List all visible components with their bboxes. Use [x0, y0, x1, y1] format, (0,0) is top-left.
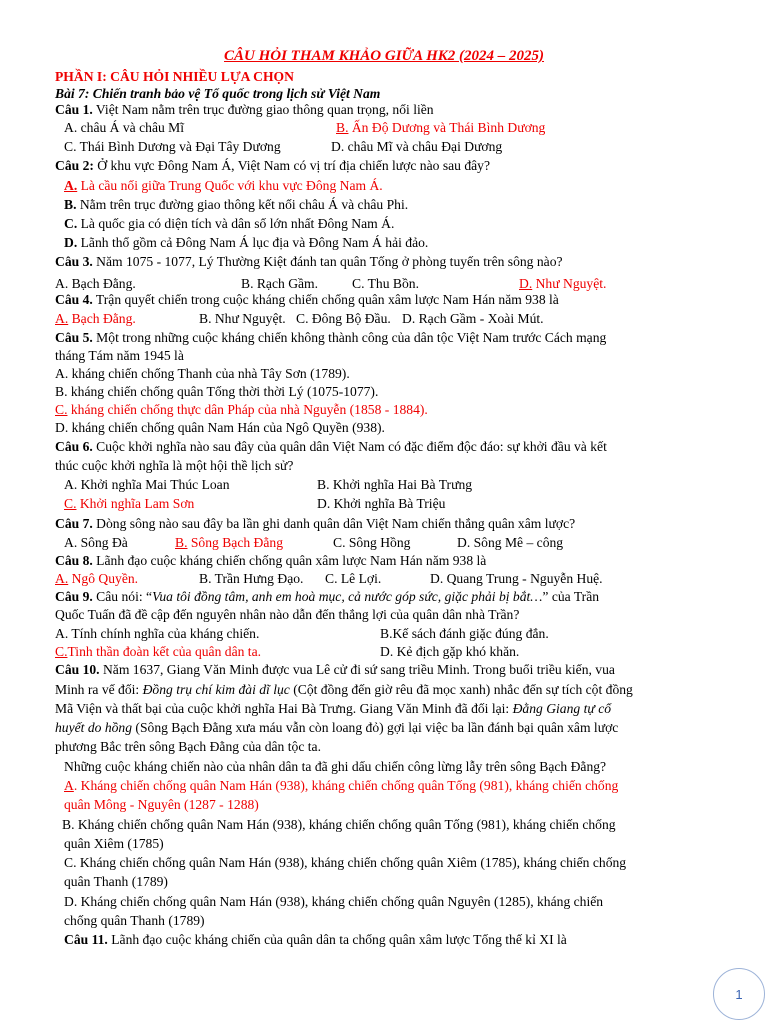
question-number: Câu 6. [55, 439, 93, 454]
answer-text: Sông Bạch Đằng [187, 535, 283, 550]
q10-option-b-cont: quân Xiêm (1785) [64, 836, 164, 851]
question-6 [55, 437, 713, 456]
answer-letter: B. [175, 535, 188, 550]
q2-option-d [64, 233, 428, 252]
question-number: Câu 11. [64, 932, 108, 947]
quote-text: Đồng trụ chí kim đài dĩ lục [142, 682, 290, 697]
question-text: Lãnh đạo cuộc kháng chiến chống quân xâm lược Nam Hán năm 938 là [92, 553, 487, 568]
question-number: Câu 8. [55, 553, 93, 568]
q10-option-d: D. Kháng chiến chống quân Nam Hán (938), kháng chiến chống quân Nguyên (1285), kháng chiến [64, 894, 604, 909]
answer-letter: D. [519, 276, 533, 291]
question-10-line2 [55, 680, 633, 699]
q9-option-b: B.Kế sách đánh giặc đúng đắn. [380, 626, 549, 641]
question-text: Trận quyết chiến trong cuộc kháng chiến chống quân xâm lược Nam Hán năm 938 là [92, 292, 559, 307]
document-title: CÂU HỎI THAM KHẢO GIỮA HK2 (2024 – 2025) [224, 48, 544, 64]
question-text: Câu nói: “ [92, 589, 153, 604]
question-10-line3 [55, 699, 611, 718]
question-text: Mã Viện và thất bại của cuộc khởi nghĩa Hai Bà Trưng. Giang Văn Minh đã đối lại: [55, 701, 513, 716]
q5-option-c-answer [55, 400, 428, 419]
q6-option-d: D. Khởi nghĩa Bà Triệu [317, 496, 446, 511]
answer-letter: C. [55, 402, 68, 417]
q7-option-c: C. Sông Hồng [333, 535, 411, 550]
q8-option-b: B. Trần Hưng Đạo. [199, 571, 304, 586]
answer-text: Tinh thần đoàn kết của quân dân ta. [67, 644, 262, 659]
question-number: Câu 9. [55, 589, 93, 604]
q1-option-a: A. châu Á và châu Mĩ [64, 120, 185, 135]
question-number: Câu 2: [55, 158, 94, 173]
question-text: Ở khu vực Đông Nam Á, Việt Nam có vị trí địa chiến lược nào sau đây? [93, 158, 491, 173]
q10-option-c: C. Kháng chiến chống quân Nam Hán (938), kháng chiến chống quân Xiêm (1785), kháng chiến chống [64, 855, 627, 870]
q4-option-c: C. Đông Bộ Đầu. [296, 311, 391, 326]
question-text: Cuộc khởi nghĩa nào sau đây của quân dân Việt Nam có đặc điểm độc đáo: sự khởi đầu và kết [92, 439, 607, 454]
question-text: Một trong những cuộc kháng chiến không thành công của dân tộc Việt Nam trước Cách mạng [92, 330, 607, 345]
question-text: ” của Trần [542, 589, 600, 604]
question-10-prompt: Những cuộc kháng chiến nào của nhân dân ta đã ghi dấu chiến công lừng lẫy trên sông Bạch Đằng? [64, 759, 607, 774]
answer-letter: A. [55, 311, 69, 326]
q5-option-d: D. kháng chiến chống quân Nam Hán của Ngô Quyền (938). [55, 420, 385, 435]
option-text: Nằm trên trục đường giao thông kết nối châu Á và châu Phi. [76, 197, 409, 212]
answer-text: Ngô Quyền. [68, 571, 139, 586]
question-number: Câu 1. [55, 102, 93, 117]
q7-option-a: A. Sông Đà [64, 535, 128, 550]
q6-option-b: B. Khởi nghĩa Hai Bà Trưng [317, 477, 473, 492]
q3-option-a: A. Bạch Đằng. [55, 276, 136, 291]
question-text: Dòng sông nào sau đây ba lần ghi danh quân dân Việt Nam chiến thắng quân xâm lược? [92, 516, 576, 531]
option-text: Là quốc gia có diện tích và dân số lớn nhất Đông Nam Á. [77, 216, 395, 231]
question-text: (Cột đồng đến giờ rêu đã mọc xanh) nhắc đến sự tích cột đồng [289, 682, 633, 697]
question-number: Câu 4. [55, 292, 93, 307]
answer-letter: A. [55, 571, 69, 586]
part-heading: PHẦN I: CÂU HỎI NHIỀU LỰA CHỌN [55, 69, 294, 84]
question-7 [55, 514, 575, 533]
q8-option-a-answer [55, 569, 138, 588]
question-10-line4 [55, 718, 618, 737]
q2-option-b [64, 195, 408, 214]
question-number: Câu 3. [55, 254, 93, 269]
quote-text: Đằng Giang tự cổ [512, 701, 612, 716]
question-number: Câu 7. [55, 516, 93, 531]
question-10-line5: phương Bắc trên sông Bạch Đằng của dân tộc ta. [55, 739, 321, 754]
q10-option-a-cont: quân Mông - Nguyên (1287 - 1288) [64, 797, 259, 812]
q8-option-c: C. Lê Lợi. [325, 571, 382, 586]
q10-option-c-cont: quân Thanh (1789) [64, 874, 168, 889]
question-text: Năm 1075 - 1077, Lý Thường Kiệt đánh tan quân Tống ở phòng tuyến trên sông nào? [92, 254, 563, 269]
option-letter: D. [64, 235, 78, 250]
q9-option-c-answer [55, 642, 261, 661]
q1-option-d: D. châu Mĩ và châu Đại Dương [331, 139, 503, 154]
q3-option-c: C. Thu Bồn. [352, 276, 419, 291]
q2-option-a-answer [64, 176, 383, 195]
q4-option-a-answer [55, 309, 136, 328]
q2-option-c [64, 214, 394, 233]
answer-letter: B. [336, 120, 349, 135]
q10-option-a-answer [64, 776, 618, 795]
q1-option-c: C. Thái Bình Dương và Đại Tây Dương [64, 139, 281, 154]
question-text: Lãnh đạo cuộc kháng chiến của quân dân ta chống quân xâm lược Tống thế kỉ XI là [107, 932, 567, 947]
q8-option-d: D. Quang Trung - Nguyễn Huệ. [430, 571, 603, 586]
quote-text: Vua tôi đồng tâm, anh em hoà mục, cả nước góp sức, giặc phải bị bắt… [152, 589, 543, 604]
q6-option-a: A. Khởi nghĩa Mai Thúc Loan [64, 477, 230, 492]
answer-letter: C. [55, 644, 68, 659]
question-text: Minh ra vế đối: [55, 682, 143, 697]
q9-option-a: A. Tính chính nghĩa của kháng chiến. [55, 626, 260, 641]
lesson-heading: Bài 7: Chiến tranh bảo vệ Tổ quốc trong lịch sử Việt Nam [55, 86, 381, 101]
question-text: Năm 1637, Giang Văn Minh được vua Lê cử đi sứ sang triều Minh. Trong buổi triều kiến, vua [99, 662, 615, 677]
question-5-cont: tháng Tám năm 1945 là [55, 348, 184, 363]
question-number: Câu 10. [55, 662, 100, 677]
quote-text: huyết do hồng [55, 720, 133, 735]
answer-letter: C. [64, 496, 77, 511]
question-2 [55, 156, 490, 175]
q5-option-b: B. kháng chiến chống quân Tống thời thời Lý (1075-1077). [55, 384, 379, 399]
question-3 [55, 252, 563, 271]
question-9 [55, 587, 599, 606]
question-number: Câu 5. [55, 330, 93, 345]
answer-text: kháng chiến chống thực dân Pháp của nhà Nguyễn (1858 - 1884). [67, 402, 428, 417]
answer-text: Bạch Đằng. [68, 311, 136, 326]
q10-option-d-cont: chống quân Thanh (1789) [64, 913, 205, 928]
question-5 [55, 328, 606, 347]
option-letter: B. [64, 197, 77, 212]
q7-option-d: D. Sông Mê – công [457, 535, 564, 550]
q7-option-b-answer [175, 533, 283, 552]
q1-option-b-answer [336, 118, 545, 137]
question-text: (Sông Bạch Đằng xưa máu vẫn còn loang đỏ) gợi lại việc ba lần đánh bại quân xâm lược [132, 720, 619, 735]
answer-letter: A [64, 778, 74, 793]
question-1 [55, 100, 434, 119]
q6-option-c-answer [64, 494, 194, 513]
question-8 [55, 551, 486, 570]
q4-option-d: D. Rạch Gầm - Xoài Mút. [402, 311, 544, 326]
question-6-cont: thúc cuộc khởi nghĩa là một hội thề lịch sử? [55, 458, 294, 473]
answer-text: Như Nguyệt. [532, 276, 607, 291]
q10-option-b: B. Kháng chiến chống quân Nam Hán (938), kháng chiến chống quân Tống (981), kháng chiến chống [62, 817, 616, 832]
answer-letter: A. [64, 178, 78, 193]
answer-text: Khởi nghĩa Lam Sơn [76, 496, 195, 511]
q9-option-d: D. Kẻ địch gặp khó khăn. [380, 644, 520, 659]
q5-option-a: A. kháng chiến chống Thanh của nhà Tây Sơn (1789). [55, 366, 350, 381]
page-number-badge [713, 968, 765, 1020]
answer-text: Ấn Độ Dương và Thái Bình Dương [348, 120, 546, 135]
question-4 [55, 290, 559, 309]
page-number: 1 [735, 986, 743, 1002]
option-text: Lãnh thổ gồm cả Đông Nam Á lục địa và Đông Nam Á hải đảo. [77, 235, 429, 250]
answer-text: . Kháng chiến chống quân Nam Hán (938), kháng chiến chống quân Tống (981), kháng chiến chống [73, 778, 619, 793]
answer-text: Là cầu nối giữa Trung Quốc với khu vực Đông Nam Á. [77, 178, 383, 193]
option-letter: C. [64, 216, 78, 231]
question-9-cont: Quốc Tuấn đã đề cập đến nguyên nhân nào dẫn đến thắng lợi của quân dân nhà Trần? [55, 607, 520, 622]
question-11 [64, 930, 567, 949]
question-text: Việt Nam nằm trên trục đường giao thông quan trọng, nối liền [92, 102, 434, 117]
q3-option-b: B. Rạch Gầm. [241, 276, 319, 291]
q4-option-b: B. Như Nguyệt. [199, 311, 286, 326]
question-10 [55, 660, 615, 679]
